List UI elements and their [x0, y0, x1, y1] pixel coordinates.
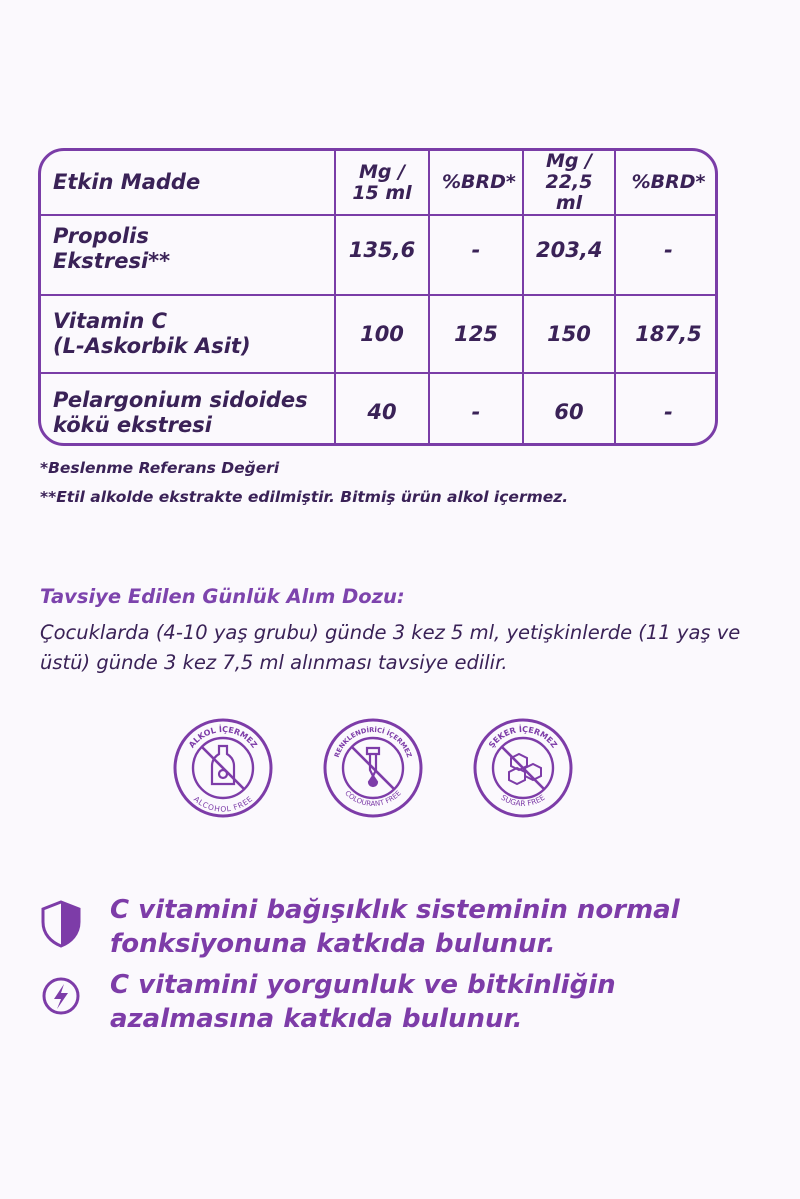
badge-bottom-label: SUGAR FREE [499, 792, 547, 809]
header-mg-22ml: Mg / 22,5 ml [523, 151, 615, 215]
badge-top-label: ALKOL İÇERMEZ [187, 724, 259, 750]
value-mg-15ml: 135,6 [335, 215, 429, 295]
ingredient-name: Pelargonium sidoides kökü ekstresi [41, 373, 335, 446]
header-mg-15ml: Mg / 15 ml [335, 151, 429, 215]
dose-title: Tavsiye Edilen Günlük Alım Dozu: [40, 585, 405, 608]
header-brd-15ml: %BRD* [429, 151, 523, 215]
claim-fatigue: C vitamini yorgunluk ve bitkinliğin azalmasına katkıda bulunur. [110, 970, 616, 1034]
badge-bottom-label: ALCOHOL FREE [191, 794, 255, 814]
table-row [41, 295, 718, 373]
ingredient-name: Vitamin C (L-Askorbik Asit) [41, 295, 335, 373]
colourant-free-badge [323, 712, 423, 824]
value-mg-22ml: 60 [523, 373, 615, 446]
value-brd-15ml: - [429, 373, 523, 446]
value-brd-22ml: - [615, 215, 718, 295]
value-brd-22ml: - [615, 373, 718, 446]
table-row [41, 215, 718, 295]
header-active-ingredient: Etkin Madde [41, 151, 335, 215]
value-brd-22ml: 187,5 [615, 295, 718, 373]
nutrition-table [38, 148, 718, 446]
claim-immune: C vitamini bağışıklık sisteminin normal fonksiyonuna katkıda bulunur. [110, 895, 680, 959]
table-row [41, 373, 718, 446]
value-brd-15ml: - [429, 215, 523, 295]
shield-icon [40, 900, 82, 948]
value-mg-22ml: 150 [523, 295, 615, 373]
table-header-row [41, 151, 718, 215]
header-brd-22ml: %BRD* [615, 151, 718, 215]
bottle-icon [212, 746, 234, 784]
sugar-free-badge [473, 712, 573, 824]
ingredient-name: Propolis Ekstresi** [41, 215, 335, 295]
value-mg-22ml: 203,4 [523, 215, 615, 295]
value-brd-15ml: 125 [429, 295, 523, 373]
footnote-extraction: **Etil alkolde ekstrakte edilmiştir. Bitmiş ürün alkol içermez. [40, 488, 569, 506]
dose-text: Çocuklarda (4-10 yaş grubu) günde 3 kez 5 ml, yetişkinlerde (11 yaş ve üstü) günde 3 kez 7,5 ml alınması tavsiye edilir. [40, 621, 741, 674]
badge-top-label: RENKLENDİRİCİ İÇERMEZ [332, 725, 414, 759]
badge-top-label: ŞEKER İÇERMEZ [487, 724, 559, 750]
alcohol-free-badge [173, 712, 273, 824]
energy-bolt-icon [40, 972, 82, 1020]
value-mg-15ml: 40 [335, 373, 429, 446]
badge-bottom-label: COLOURANT FREE [343, 789, 403, 809]
footnote-brd: *Beslenme Referans Değeri [40, 459, 280, 477]
value-mg-15ml: 100 [335, 295, 429, 373]
